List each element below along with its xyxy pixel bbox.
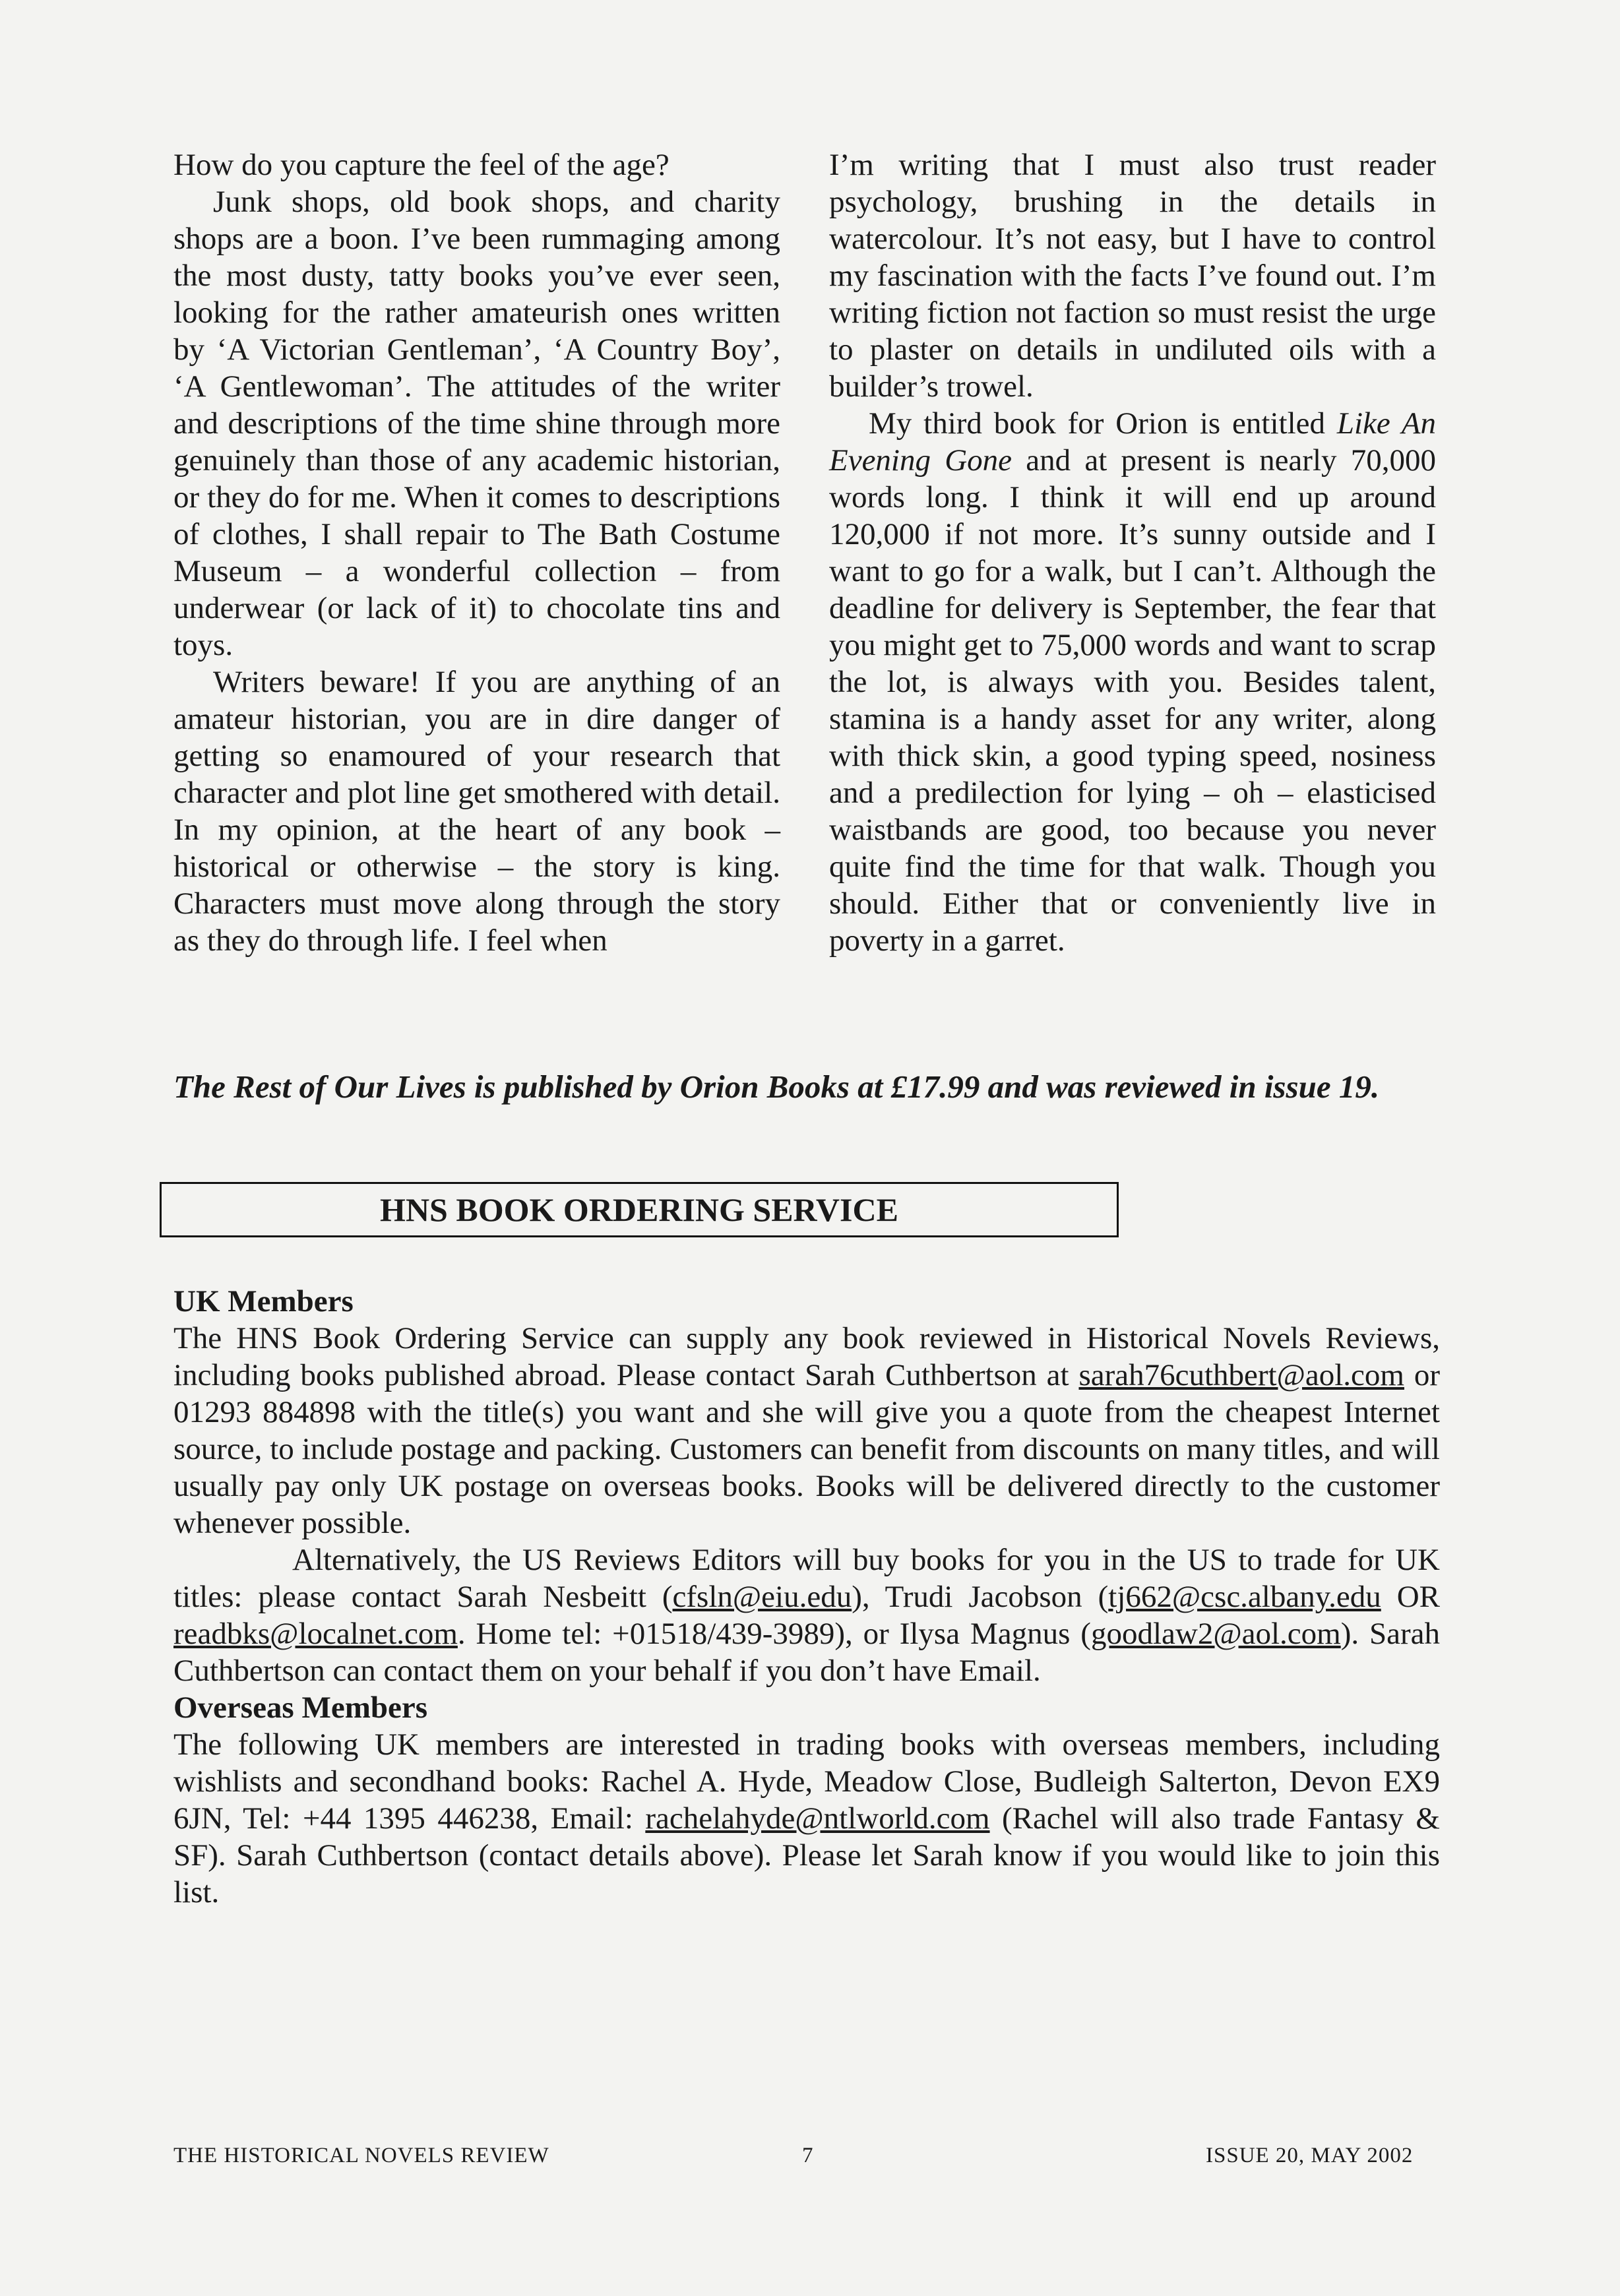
order-text: ). Sarah Cuthbertson can contact them on your behalf if you don’t have Email. <box>173 1617 1440 1688</box>
article-paragraph: I’m writing that I must also trust reader psychology, brushing in the details in watercolour. It’s not easy, but I have to control my fascination with the facts I’ve found out. I’m writing fiction not faction so must resist the urge to plaster on details in undiluted oils with a builder’s trowel. <box>829 148 1436 404</box>
ordering-service-title: HNS BOOK ORDERING SERVICE <box>160 1182 1119 1237</box>
article-paragraph: Writers beware! If you are anything of an amateur historian, you are in dire danger of getting so enamoured of your research that character and plot line get smothered with detail. In my opinion, at the heart of any book – historical or otherwise – the story is king. Characters must move along through the story as they do through life. I feel when <box>173 665 780 958</box>
reviewed-note: The Rest of Our Lives is published by Orion Books at £17.99 and was reviewed in issue 19. <box>173 1069 1380 1105</box>
uk-members-heading: UK Members <box>173 1284 354 1319</box>
email-link[interactable]: tj662@csc.albany.edu <box>1108 1580 1381 1614</box>
overseas-members-paragraph <box>173 1726 1440 1911</box>
order-text: The following UK members are interested in trading books with overseas members, including wishlists and secondhand books: Rachel A. Hyde, Meadow Close, Budleigh Salterton, Devon EX9 6JN, Tel: +44 1395 446238, Email: <box>173 1727 1440 1836</box>
article-column-left <box>173 146 780 959</box>
order-text: ), Trudi Jacobson ( <box>852 1580 1109 1614</box>
order-text: The HNS Book Ordering Service can supply any book reviewed in Historical Novels Reviews, including books published abroad. Please contact Sarah Cuthbertson at <box>173 1321 1440 1392</box>
book-title: Like An Evening Gone <box>829 406 1436 478</box>
article-column-right <box>829 146 1436 959</box>
article-paragraph: Junk shops, old book shops, and charity shops are a boon. I’ve been rummaging among the most dusty, tatty books you’ve ever seen, looking for the rather amateurish ones written by ‘A Victorian Gentleman’, ‘A Country Boy’, ‘A Gentlewoman’. The attitudes of the writer and descriptions of the time shine through more genuinely than those of any academic historian, or they do for me. When it comes to descriptions of clothes, I shall repair to The Bath Costume Museum – a wonderful collection – from underwear (or lack of it) to chocolate tins and toys. <box>173 185 780 662</box>
footer-issue: ISSUE 20, MAY 2002 <box>1206 2144 1414 2167</box>
us-editors-paragraph <box>173 1541 1440 1689</box>
order-text: or 01293 884898 with the title(s) you want and she will give you a quote from the cheapest Internet source, to include postage and packing. Customers can benefit from discounts on many titles, and will usually pay only UK postage on overseas books. Books will be delivered directly to the customer whenever possible. <box>173 1358 1440 1540</box>
footer-publication: THE HISTORICAL NOVELS REVIEW <box>173 2144 549 2167</box>
article-text: My third book for Orion is entitled <box>869 406 1337 441</box>
overseas-members-heading: Overseas Members <box>173 1691 427 1725</box>
email-link[interactable]: rachelahyde@ntlworld.com <box>645 1801 990 1836</box>
footer-page-number: 7 <box>802 2144 814 2167</box>
order-text: (Rachel will also trade Fantasy & SF). Sarah Cuthbertson (contact details above). Please let Sarah know if you would like to join this list. <box>173 1801 1440 1909</box>
article-text: and at present is nearly 70,000 words long. I think it will end up around 120,000 if not more. It’s sunny outside and I want to go for a walk, but I can’t. Although the deadline for delivery is September, the fear that you might get to 75,000 words and want to scrap the lot, is always with you. Besides talent, stamina is a handy asset for any writer, along with thick skin, a good typing speed, nosiness and a predilection for lying – oh – elasticised waistbands are good, too because you never quite find the time for that walk. Though you should. Either that or conveniently live in poverty in a garret. <box>829 443 1436 958</box>
article-paragraph: How do you capture the feel of the age? <box>173 148 670 182</box>
ordering-service-section <box>173 1283 1440 1911</box>
uk-members-paragraph <box>173 1320 1440 1541</box>
email-link[interactable]: readbks@localnet.com <box>173 1617 458 1651</box>
email-link[interactable]: sarah76cuthbert@aol.com <box>1078 1358 1404 1392</box>
email-link[interactable]: goodlaw2@aol.com <box>1090 1617 1341 1651</box>
order-text: Alternatively, the US Reviews Editors will buy books for you in the US to trade for UK titles: please contact Sarah Nesbeitt ( <box>173 1543 1440 1614</box>
order-text: OR <box>1381 1580 1440 1614</box>
email-link[interactable]: cfsln@eiu.edu <box>672 1580 852 1614</box>
article-paragraph <box>829 405 1436 959</box>
order-text: . Home tel: +01518/439-3989), or Ilysa Magnus ( <box>457 1617 1091 1651</box>
